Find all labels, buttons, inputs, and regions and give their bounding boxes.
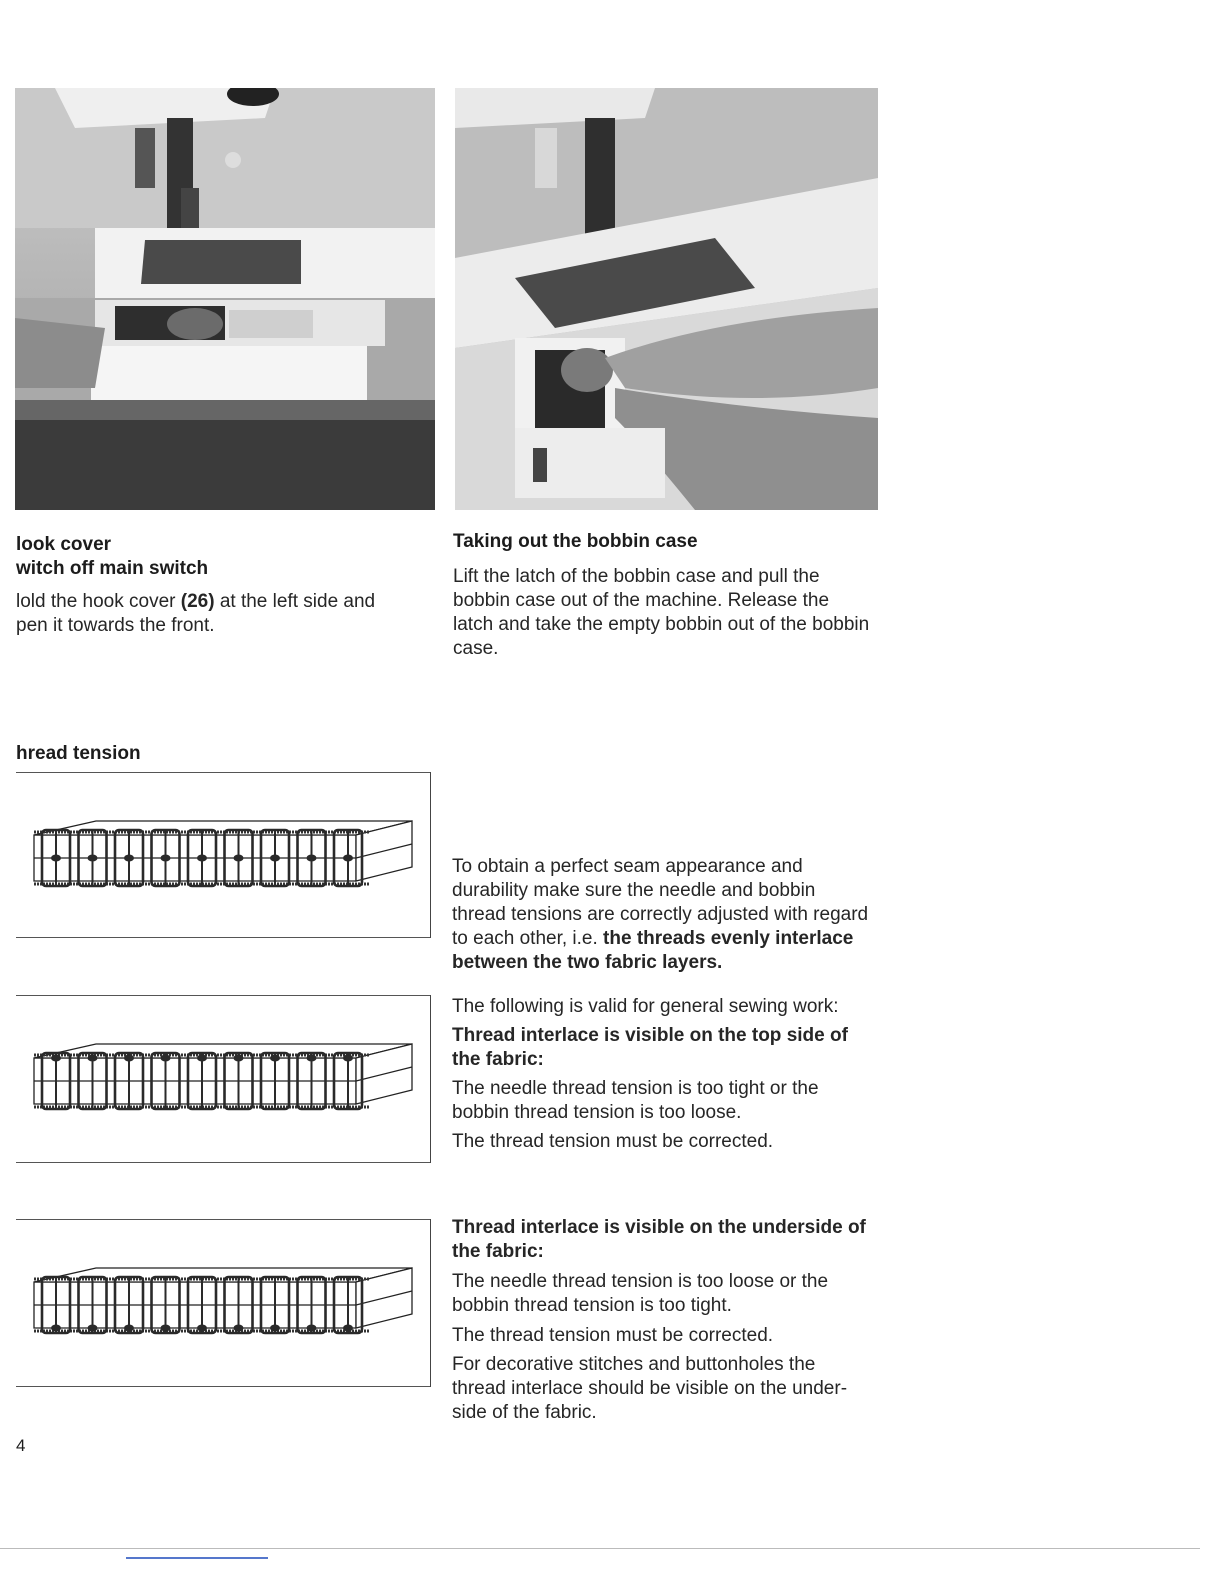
hook-cover-heading-line1: look cover	[16, 534, 112, 555]
underside-correct: The thread tension must be corrected.	[452, 1325, 774, 1346]
page-number: 4	[16, 1436, 26, 1455]
thread-interlace-knot	[307, 1055, 317, 1062]
page-bottom-rule	[0, 1548, 1200, 1549]
figure-top-interlace	[16, 995, 431, 1163]
thread-interlace-knot	[343, 1325, 353, 1332]
thread-interlace-knot	[124, 1325, 134, 1332]
decorative-note: For decorative stitches and buttonholes the thread interlace should be visible on the under-side of the fabric.	[452, 1354, 848, 1423]
stitch-diagram-top	[16, 995, 430, 1163]
thread-interlace-knot	[51, 1055, 61, 1062]
figure-bottom-rule	[16, 937, 430, 938]
hook-cover-heading	[16, 533, 208, 581]
hook-cover-text-line2: pen it towards the front.	[16, 615, 215, 636]
thread-interlace-knot	[234, 855, 244, 862]
bobbin-case-paragraph: Lift the latch of the bobbin case and pull the bobbin case out of the machine. Release the latch and take the empty bobbin out of the bobbin case.	[453, 566, 870, 659]
thread-interlace-knot	[343, 1055, 353, 1062]
thread-interlace-knot	[88, 1325, 98, 1332]
hook-cover-photo	[15, 88, 435, 510]
thread-interlace-knot	[343, 855, 353, 862]
tension-intro-bold: the threads evenly interlace between the two fabric layers.	[452, 928, 854, 973]
stitch-diagram-under	[16, 1219, 430, 1387]
thread-interlace-knot	[161, 855, 171, 862]
thread-interlace-knot	[51, 855, 61, 862]
bottom-link-line	[126, 1557, 268, 1559]
figure-bottom-rule	[16, 1162, 430, 1163]
thread-interlace-knot	[270, 1055, 280, 1062]
thread-interlace-knot	[197, 855, 207, 862]
thread-interlace-knot	[88, 855, 98, 862]
tension-intro-text: To obtain a perfect seam appearance and durability make sure the needle and bobbin thread tensions are correctly adjusted with regard to each other, i.e.	[452, 856, 869, 949]
bobbin-case-photo	[455, 88, 878, 510]
top-side-heading: Thread interlace is visible on the top side of the fabric:	[452, 1025, 848, 1070]
top-side-correct: The thread tension must be corrected.	[452, 1131, 774, 1152]
thread-interlace-knot	[307, 1325, 317, 1332]
tension-intro-paragraph	[452, 855, 872, 975]
switch-off-heading-line2: witch off main switch	[16, 558, 209, 579]
figure-bottom-rule	[16, 1386, 430, 1387]
thread-interlace-knot	[197, 1325, 207, 1332]
underside-text: The needle thread tension is too loose or the bobbin thread tension is too tight.	[452, 1271, 829, 1316]
thread-interlace-knot	[124, 855, 134, 862]
thread-interlace-knot	[161, 1055, 171, 1062]
thread-interlace-knot	[234, 1055, 244, 1062]
thread-tension-heading: hread tension	[16, 743, 141, 764]
thread-interlace-knot	[124, 1055, 134, 1062]
bobbin-case-photo-drawing	[455, 88, 878, 510]
underside-heading: Thread interlace is visible on the underside of the fabric:	[452, 1217, 866, 1262]
general-work-text: The following is valid for general sewing work:	[452, 996, 839, 1017]
thread-interlace-knot	[270, 1325, 280, 1332]
hook-cover-text-start: lold the hook cover	[16, 591, 181, 612]
hook-cover-photo-drawing	[15, 88, 435, 510]
thread-interlace-knot	[161, 1325, 171, 1332]
bobbin-case-heading: Taking out the bobbin case	[453, 531, 698, 552]
figure-even-tension	[16, 772, 431, 938]
thread-interlace-knot	[307, 855, 317, 862]
thread-interlace-knot	[270, 855, 280, 862]
hook-cover-reference: (26)	[180, 591, 215, 612]
stitch-diagram-even	[16, 772, 430, 938]
thread-interlace-knot	[234, 1325, 244, 1332]
top-side-text: The needle thread tension is too tight or the bobbin thread tension is too loose.	[452, 1078, 819, 1123]
figure-under-interlace	[16, 1219, 431, 1387]
hook-cover-text-end: at the left side and	[214, 591, 376, 612]
thread-interlace-knot	[197, 1055, 207, 1062]
thread-interlace-knot	[51, 1325, 61, 1332]
thread-interlace-knot	[88, 1055, 98, 1062]
hook-cover-paragraph	[16, 590, 436, 638]
